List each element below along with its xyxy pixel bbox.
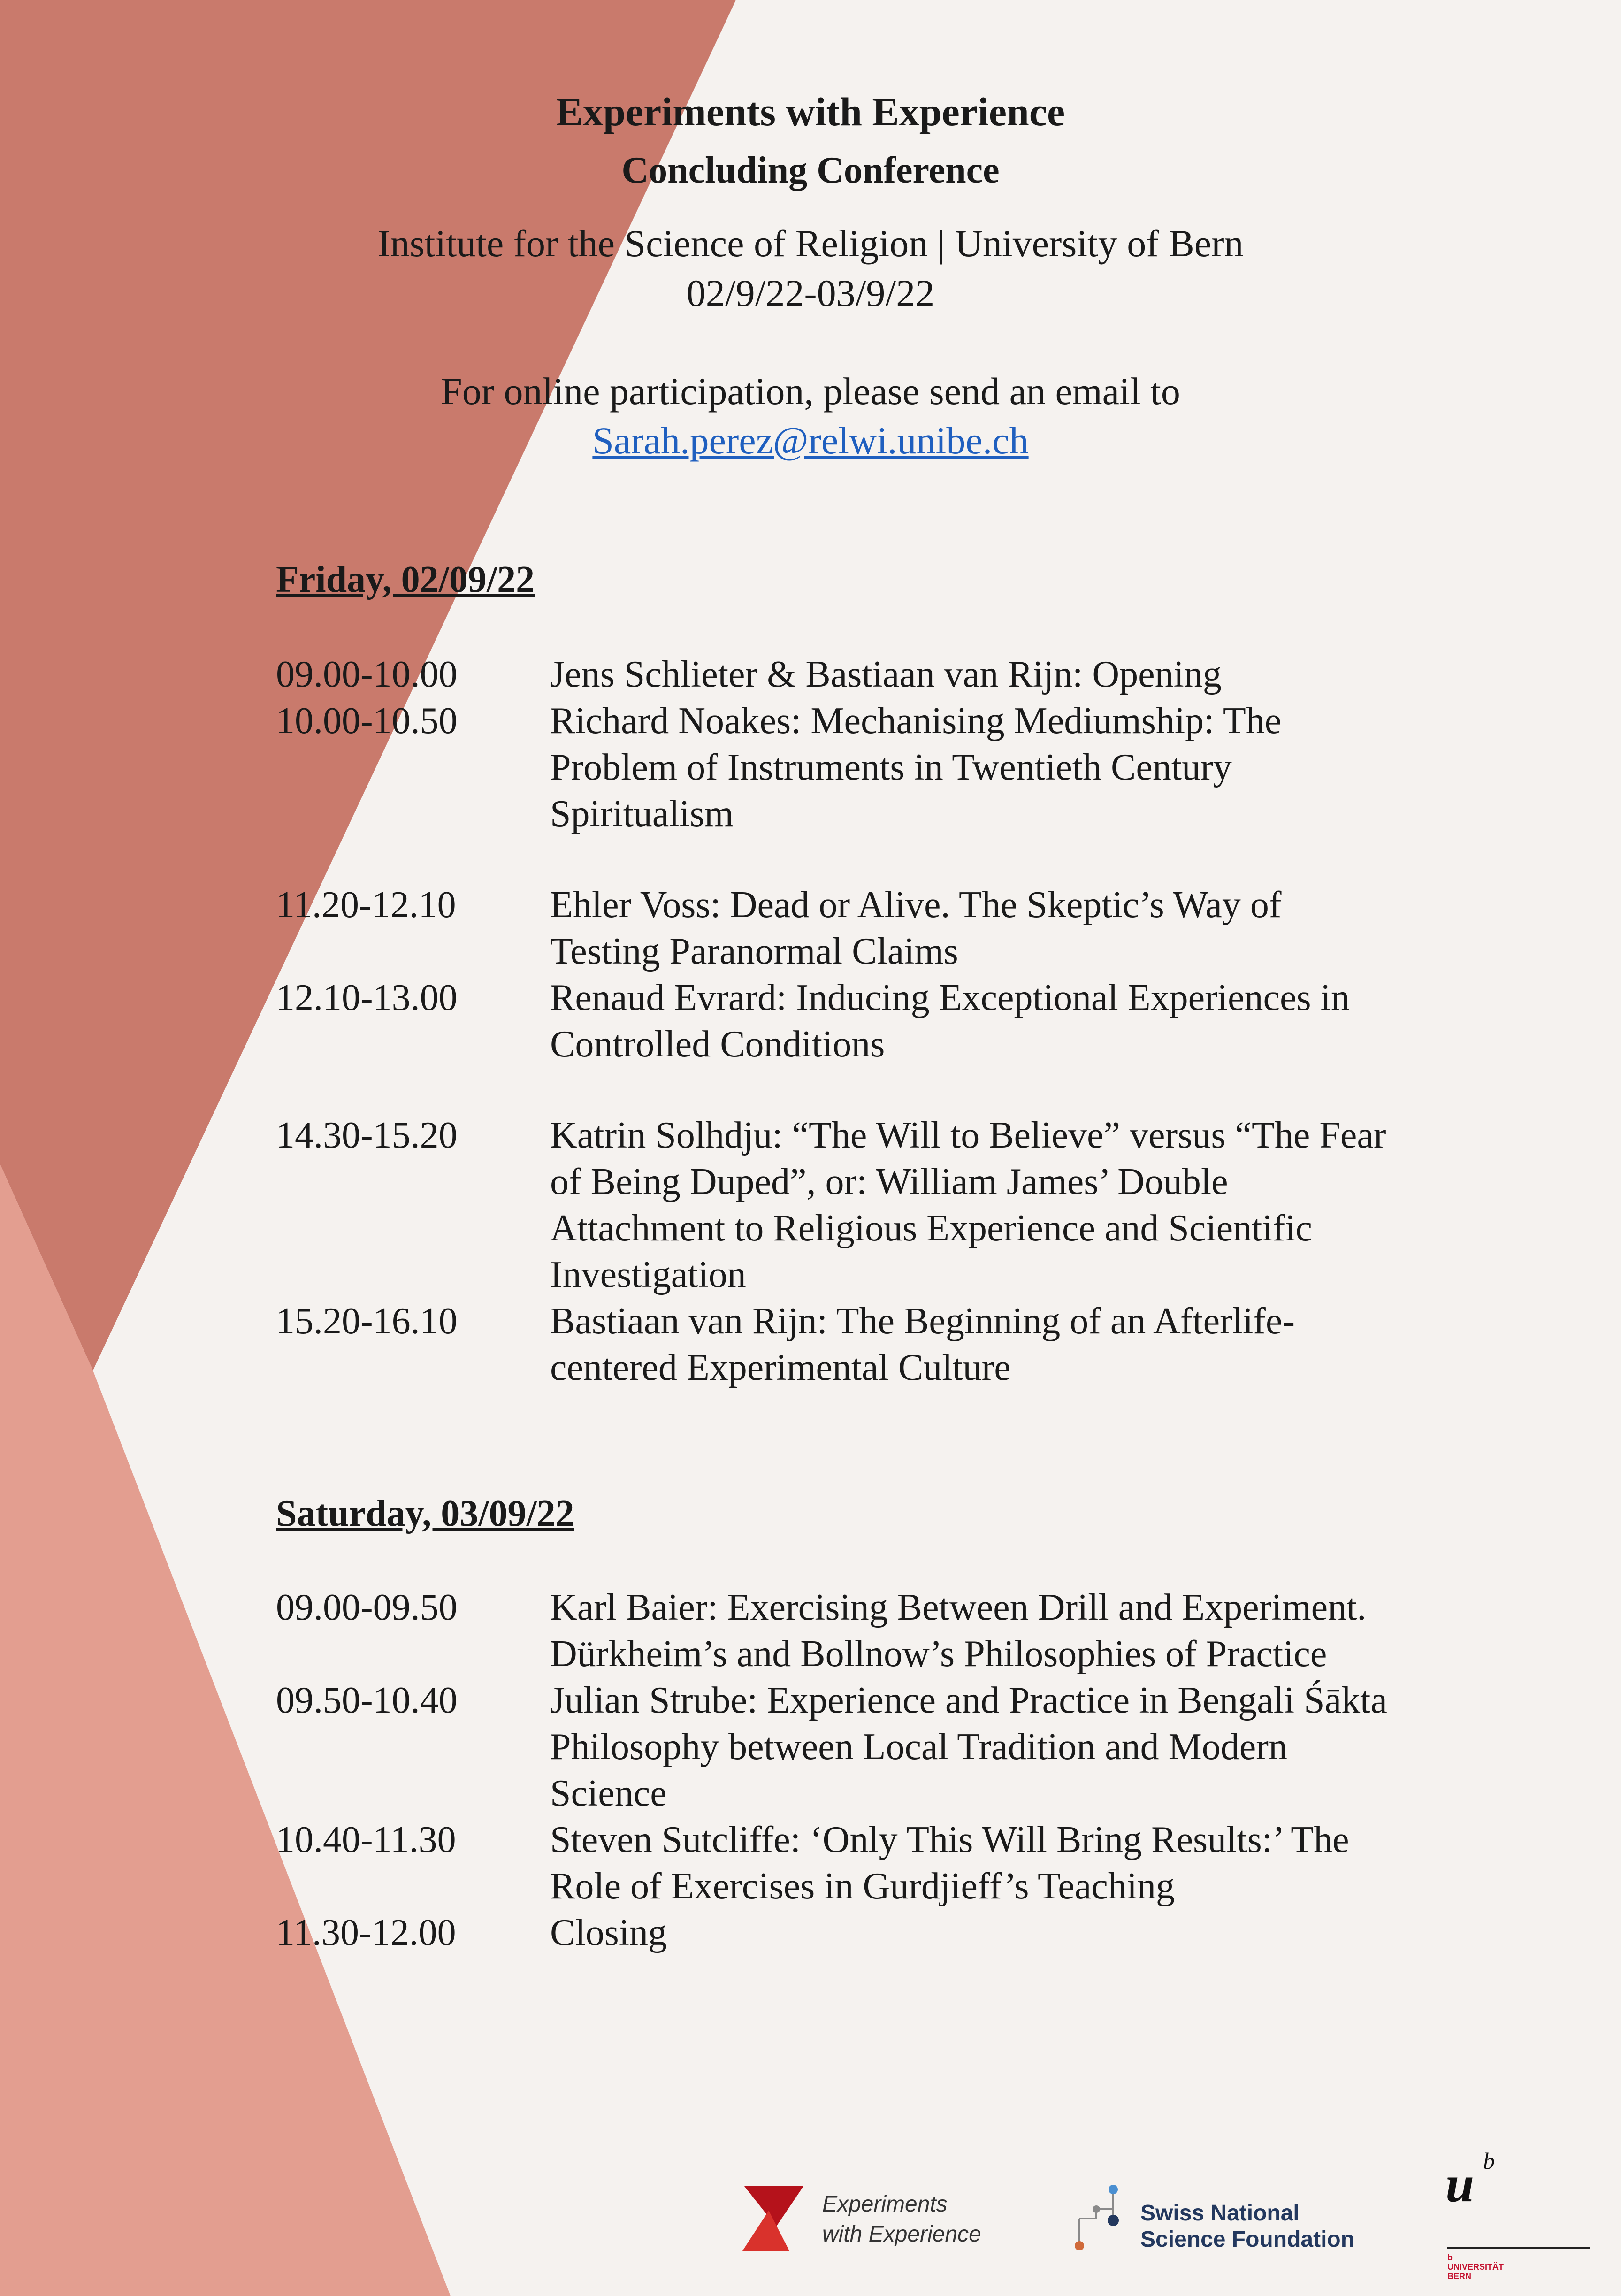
institute-line: Institute for the Science of Religion | University of Bern	[377, 222, 1244, 265]
conference-title: Experiments with Experience	[556, 89, 1065, 134]
online-participation-note: For online participation, please send an email to	[441, 370, 1180, 413]
session-time: 10.40-11.30	[276, 1819, 456, 1860]
session-title-line: Role of Exercises in Gurdjieff’s Teaching	[550, 1866, 1175, 1907]
snsf-logo-icon	[1070, 2180, 1136, 2255]
session-title-line: Steven Sutcliffe: ‘Only This Will Bring Results:’ The	[550, 1819, 1349, 1860]
unibe-logo-superscript: b	[1483, 2148, 1495, 2174]
session-time: 10.00-10.50	[276, 700, 458, 742]
session-title-line: Problem of Instruments in Twentieth Century	[550, 747, 1232, 788]
session-title-line: Ehler Voss: Dead or Alive. The Skeptic’s Way of	[550, 884, 1282, 926]
unibe-logo-line: b	[1447, 2253, 1453, 2262]
conference-subtitle: Concluding Conference	[621, 150, 1000, 191]
unibe-logo-line: UNIVERSITÄT	[1447, 2262, 1504, 2272]
session-title-line: Dürkheim’s and Bollnow’s Philosophies of Practice	[550, 1633, 1327, 1675]
session-time: 09.00-09.50	[276, 1587, 458, 1628]
email-link[interactable]: Sarah.perez@relwi.unibe.ch	[592, 419, 1029, 462]
session-time: 15.20-16.10	[276, 1301, 458, 1342]
conference-dates: 02/9/22-03/9/22	[686, 272, 935, 314]
snsf-logo-line: Swiss National	[1140, 2201, 1300, 2226]
session-title-line: of Being Duped”, or: William James’ Double	[550, 1161, 1228, 1202]
unibe-logo-rule	[1447, 2247, 1590, 2249]
day-heading-friday: Friday, 02/09/22	[276, 559, 535, 600]
session-title-line: Julian Strube: Experience and Practice in Bengali Śākta	[550, 1680, 1387, 1721]
session-title-line: Katrin Solhdju: “The Will to Believe” versus “The Fear	[550, 1115, 1386, 1156]
unibe-logo-line: BERN	[1447, 2272, 1472, 2281]
session-title-line: Science	[550, 1773, 667, 1814]
session-title-line: Spiritualism	[550, 793, 734, 834]
session-title-line: Bastiaan van Rijn: The Beginning of an Afterlife-	[550, 1301, 1295, 1342]
session-time: 11.20-12.10	[276, 884, 456, 926]
session-title-line: Closing	[550, 1912, 667, 1953]
unibe-logo-text	[1447, 2253, 1504, 2281]
session-title-line: centered Experimental Culture	[550, 1347, 1011, 1388]
session-title-line: Karl Baier: Exercising Between Drill and Experiment.	[550, 1587, 1367, 1628]
snsf-logo-text	[1140, 2200, 1354, 2253]
snsf-logo-line: Science Foundation	[1140, 2227, 1355, 2252]
session-title-line: Philosophy between Local Tradition and Modern	[550, 1726, 1287, 1768]
session-time: 12.10-13.00	[276, 977, 458, 1018]
experiments-with-experience-logo-text	[822, 2189, 981, 2250]
ewe-logo-line: with Experience	[822, 2222, 981, 2247]
ewe-logo-line: Experiments	[822, 2192, 948, 2217]
session-title-line: Renaud Evrard: Inducing Exceptional Experiences in	[550, 977, 1350, 1018]
session-title-line: Investigation	[550, 1254, 746, 1295]
session-title-line: Richard Noakes: Mechanising Mediumship: The	[550, 700, 1282, 742]
session-title-line: Attachment to Religious Experience and Scientific	[550, 1208, 1312, 1249]
session-title-line: Controlled Conditions	[550, 1024, 885, 1065]
session-time: 11.30-12.00	[276, 1912, 456, 1953]
day-heading-saturday: Saturday, 03/09/22	[276, 1493, 574, 1534]
session-title-line: Testing Paranormal Claims	[550, 931, 958, 972]
session-title-line: Jens Schlieter & Bastiaan van Rijn: Opening	[550, 654, 1222, 695]
session-time: 14.30-15.20	[276, 1115, 458, 1156]
session-time: 09.00-10.00	[276, 654, 458, 695]
session-time: 09.50-10.40	[276, 1680, 458, 1721]
experiments-with-experience-logo-icon	[738, 2183, 808, 2254]
unibe-logo-mark: u	[1445, 2155, 1475, 2212]
